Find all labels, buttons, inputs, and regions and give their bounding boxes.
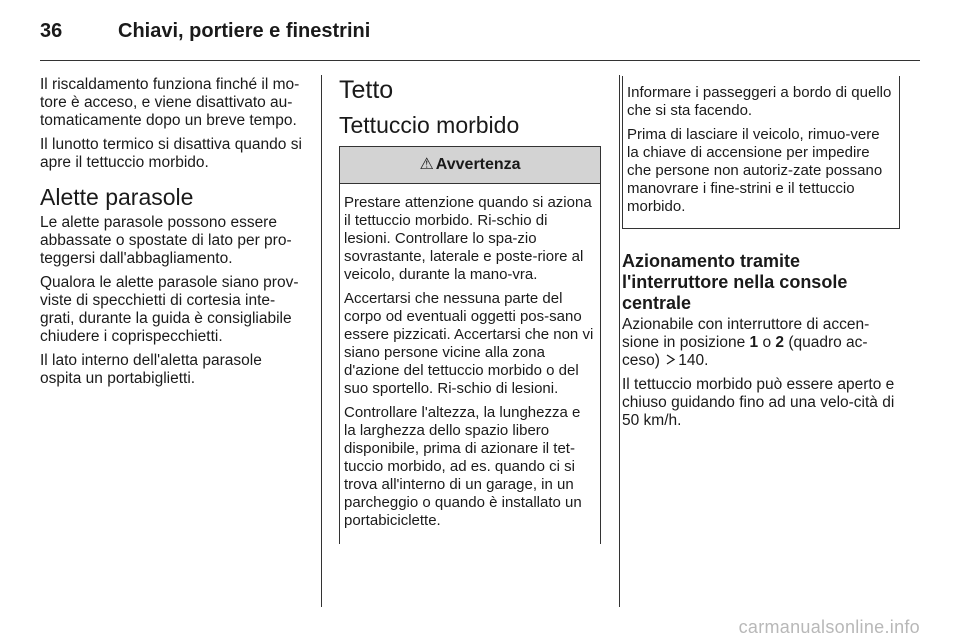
- section-heading-sun-visors: Alette parasole: [40, 184, 194, 210]
- arrow-reference-icon: [666, 352, 676, 370]
- paragraph: Azionabile con interruttore di accen-sione in posizione 1 o 2 (quadro ac-ceso) 140.: [622, 316, 870, 369]
- column-left: [40, 76, 304, 394]
- warning-title: [340, 147, 600, 184]
- warning-title-text: Avvertenza: [435, 156, 521, 173]
- watermark: carmanualsonline.info: [738, 617, 920, 637]
- warning-triangle-icon: ⚠: [419, 156, 434, 173]
- paragraph: Il lunotto termico si disattiva quando si apre il tettuccio morbido.: [40, 136, 302, 171]
- page-header: [40, 20, 370, 43]
- paragraph: Il riscaldamento funziona finché il mo-tore è acceso, e viene disattivato au-tomaticamente dopo un breve tempo.: [40, 76, 300, 129]
- section-heading-roof: Tetto: [339, 76, 394, 104]
- header-rule: [40, 60, 920, 61]
- paragraph: Qualora le alette parasole siano prov-viste di specchietti di cortesia inte-grati, durante la guida è consigliabile chiudere i coprispecchietti.: [40, 274, 299, 345]
- column-divider-2: [619, 75, 620, 607]
- subsection-heading-soft-top: Tettuccio morbido: [339, 112, 520, 138]
- paragraph: Il tettuccio morbido può essere aperto e chiuso guidando fino ad una velo-cità di 50 km/h.: [622, 376, 895, 429]
- warning-body: [340, 184, 600, 544]
- page-number: 36: [40, 20, 63, 42]
- page-reference-link[interactable]: 140.: [678, 352, 709, 369]
- warning-paragraph: Prestare attenzione quando si aziona il tettuccio morbido. Ri-schio di lesioni. Controllare lo spa-zio sovrastante, laterale e poste-riore al veicolo, durante la mano-vra.: [344, 194, 592, 283]
- warning-paragraph: Accertarsi che nessuna parte del corpo od eventuali oggetti pos-sano essere pizzicati. Accertarsi che non vi siano persone vicine alla zona d'azione del tettuccio morbido o del suo sportello. Ri-schio di lesioni.: [344, 290, 594, 397]
- column-middle: [339, 76, 601, 544]
- chapter-title: Chiavi, portiere e finestrini: [118, 20, 371, 42]
- warning-box-continuation: [622, 76, 900, 229]
- column-right: [622, 76, 902, 436]
- paragraph: Le alette parasole possono essere abbassate o spostate di lato per pro-teggersi dall'abbagliamento.: [40, 214, 292, 267]
- warning-box: [339, 146, 601, 544]
- paragraph: Il lato interno dell'aletta parasole ospita un portabiglietti.: [40, 352, 262, 387]
- warning-paragraph: Controllare l'altezza, la lunghezza e la larghezza dello spazio libero disponibile, prima di azionare il tet-tuccio morbido, ad es. quando ci si trova all'interno di un garage, in un parcheggio o quando è installato un portabiciclette.: [344, 404, 582, 529]
- warning-paragraph: Prima di lasciare il veicolo, rimuo-vere la chiave di accensione per impedire che persone non autoriz-zate possano manovrare i fine-strini e il tettuccio morbido.: [627, 126, 883, 215]
- warning-paragraph: Informare i passeggeri a bordo di quello che si sta facendo.: [627, 84, 892, 119]
- subsection-heading-console-switch: Azionamento tramite l'interruttore nella console centrale: [622, 251, 848, 313]
- column-divider-1: [321, 75, 322, 607]
